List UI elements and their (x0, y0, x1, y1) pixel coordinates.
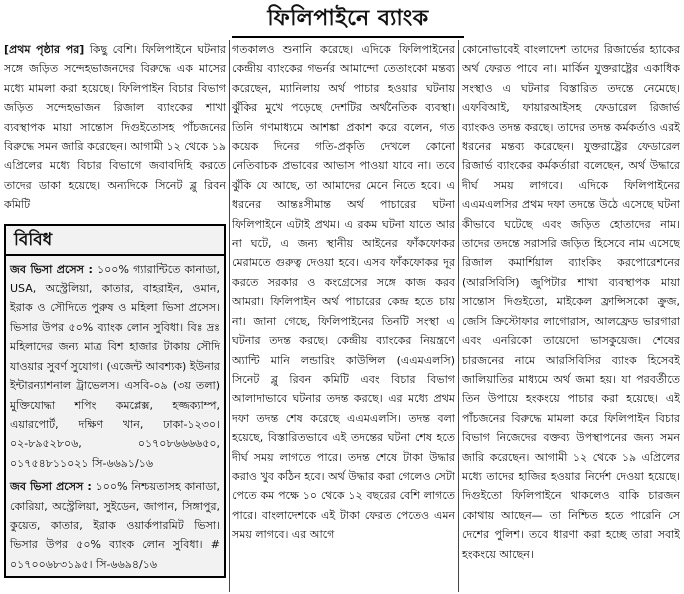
column-divider (229, 40, 230, 592)
classified-ad (10, 260, 220, 473)
article-paragraph (4, 40, 226, 215)
article-text: কোনোভাবেই বাংলাদেশ তাদের রিজার্ভের হ্যাকের অর্থ ফেরত পাবে না। মার্কিন যুক্তরাষ্ট্রের একাধিক সংস্থাও এ ঘটনার বিস্তারিত তদন্তে নেমেছে। এফবিআই, ফায়ারআইসহ ফেডারেল রিজার্ভ ব্যাংকও তদন্ত করছে। তাদের তদন্ত কর্মকর্তাও এরই ধরনের মন্তব্য করেছেন। যুক্তরাষ্ট্রের ফেডারেল রিজার্ভ ব্যাংকের কর্মকর্তারা বলেছেন, অর্থ উদ্ধারে দীর্ঘ সময় লাগবে। এদিকে ফিলিপাইনের এএমএলসির প্রথম দফা তদন্তে উঠে এসেছে ঘটনা কীভাবে ঘটেছে এবং জড়িত হোতাদের নাম। তাদের তদন্তে সরাসরি জড়িত হিসেবে নাম এসেছে রিজাল কমার্শিয়াল ব্যাংকিং করপোরেশনের (আরসিবিসি) জুপিটার শাখা ব্যবস্থাপক মায়া সান্তোস দিগুইতো, মাইকেল ফ্রান্সিসকো ক্রুজ, জেসি ক্রিস্টোফার লাগোরাস, আলফ্রেড ভারগারা এবং এনরিকো তায়েদো ভাসকুয়েজ। শেষের চারজনের নামে আরসিবিসির ব্যাংক হিসেবই জালিয়াতির মাধ্যমে অর্থ জমা হয়। যা পরবর্তীতে তিন উপায়ে হংকংয়ে পাচার করা হয়েছে। এই পাঁচজনের বিরুদ্ধে মামলা করে ফিলিপাইন বিচার বিভাগ নিজেদের বক্তব্য উপস্থাপনের জন্য সমন জারি করেছেন। আগামী ১২ থেকে ১৯ এপ্রিলের মধ্যে তাদের হাজির হওয়ার নির্দেশ দেওয়া হয়েছে। দিগুইতো ফিলিপাইনে থাকলেও বাকি চারজন কোথায় আছেন— তা নিশ্চিত হতে পারেনি সে দেশের পুলিশ। তবে ধারণা করা হচ্ছে তারা সবাই হংকংয়ে আছেন। (462, 43, 680, 561)
ad-reference: সি-৬৬৯১/১৬ (92, 456, 154, 470)
article-text: গতকালও শুনানি করেছে। এদিকে ফিলিপাইনের কেন্দ্রীয় ব্যাংকের গভর্নর আমান্দো তেতাংকো মন্তব্য করেছেন, ম্যানিলায় অর্থ পাচার হওয়ার ঘটনায় ঝুঁকির মুখে পড়েছে দেশটির অর্থনৈতিক ব্যবস্থা। তিনি গণমাধ্যমে আশঙ্কা প্রকাশ করে বলেন, গত কয়েক দিনের গতি-প্রকৃতি দেখলে কোনো নেতিবাচক প্রভাবের আভাস পাওয়া যাবে না। তবে ঝুঁকি যে আছে, তা আমাদের মেনে নিতে হবে। এ ধরনের আন্তঃসীমান্ত অর্থ পাচারের ঘটনা ফিলিপাইনে এটাই প্রথম। এ রকম ঘটনা যাতে আর না ঘটে, এ জন্য স্থানীয় আইনের ফাঁকফোকর মেরামতে গুরুত্ব দেওয়া হবে। এসব ফাঁকফোকর দূর করতে সরকার ও কংগ্রেসের সঙ্গে কাজ করব আমরা। ফিলিপাইন অর্থ পাচারের কেন্দ্র হতে চায় না। জানা গেছে, ফিলিপাইনের তিনটি সংস্থা এ ঘটনার তদন্ত করছে। কেন্দ্রীয় ব্যাংকের নিয়ন্ত্রণে অ্যান্টি মানি লন্ডারিং কাউন্সিল (এএমএলসি) সিনেট ব্লু রিবন কমিটি এবং বিচার বিভাগ আলাদাভাবে ঘটনার তদন্ত করছে। এর মধ্যে প্রথম দফা তদন্ত শেষ করেছে এএমএলসি। তদন্ত বলা হয়েছে, বিস্তারিতভাবে এই তদন্তের ঘটনা শেষ হতে দীর্ঘ সময় লাগতে পারে। তদন্ত শেষে টাকা উদ্ধার করাও খুব কঠিন হবে। অর্থ উদ্ধার করা গেলেও সেটা পেতে কম পক্ষে ১০ থেকে ১২ বছরের বেশি লাগতে পারে। বাংলাদেশকে এই টাকা ফেরত পেতেও এমন সময় লাগবে। এর আগে (232, 43, 455, 542)
continued-from-front-page-label: [প্রথম পৃষ্ঠার পর] (4, 43, 85, 56)
ad-body: ১০০% গ্যারান্টিতে কানাডা, USA, অস্ট্রেলিয়া, কাতার, বাহরাইন, ওমান, ইরাক ও সৌদিতে পুরুষ ও মহিলা ভিসা প্রসেস। ভিসার উপর ৫০% ব্যাংক লোন সুবিধা। বিঃ দ্রঃ মহিলাদের জন্য মাত্র বিশ হাজার টাকায় সৌদি যাওয়ার সুবর্ণ সুযোগ। (এজেন্ট আবশ্যক) ইউনার ইন্টারন্যাশনাল ট্রাভেলস। এসবি-০৯ (৩য় তলা) মুক্তিযোদ্ধা শপিং কমপ্লেক্স, হজ্জক্যাম্প, এয়ারপোর্ট, দক্ষিণ খান, ঢাকা-১২৩০। ০২-৮৯৫২৮০৬, ০১৭০৮৬৬৬৬৫০, ০১৭৫৪৮১১০২১ (10, 262, 220, 470)
article-column-3 (462, 40, 680, 592)
ad-heading: জব ভিসা প্রসেস : (10, 480, 92, 494)
article-column-1 (4, 40, 226, 592)
ad-heading: জব ভিসা প্রসেস : (10, 262, 93, 276)
article-headline: ফিলিপাইনে ব্যাংক (232, 2, 464, 38)
classifieds-title: বিবিধ (6, 226, 224, 256)
classifieds-box (4, 224, 226, 579)
ad-body: ১০০% নিশ্চয়তাসহ কানাডা, কোরিয়া, অস্ট্রেলিয়া, সুইডেন, জাপান, সিঙ্গাপুর, কুয়েত, কাতার, ইরাক ওয়ার্কপারমিট ভিসা। ভিসার উপর ৫০% ব্যাংক লোন সুবিধা। # ০১৭০০৬৮৩১৯৫। (10, 480, 220, 571)
ad-reference: সি-৬৬৯৪/১৬ (96, 557, 158, 571)
classified-ad (10, 477, 220, 574)
article-text: কিছু বেশি। ফিলিপাইনে ঘটনার সঙ্গে জড়িত সন্দেহভাজনদের বিরুদ্ধে এক মাসের মধ্যে মামলা করা হয়েছে। ফিলিপাইন বিচার বিভাগ জড়িত সন্দেহভাজন রিজাল ব্যাংকের শাখা ব্যবস্থাপক মায়া সান্তোস দিগুইতোসহ পাঁচজনের বিরুদ্ধে সমন জারি করেছেন। আগামী ১২ থেকে ১৯ এপ্রিলের মধ্যে বিচার বিভাগে জবাবদিহি করতে তাদের ডাকা হয়েছে। অন্যদিকে সিনেট ব্লু রিবন কমিটি (4, 43, 226, 212)
column-divider (458, 40, 459, 592)
article-column-2 (232, 40, 455, 592)
